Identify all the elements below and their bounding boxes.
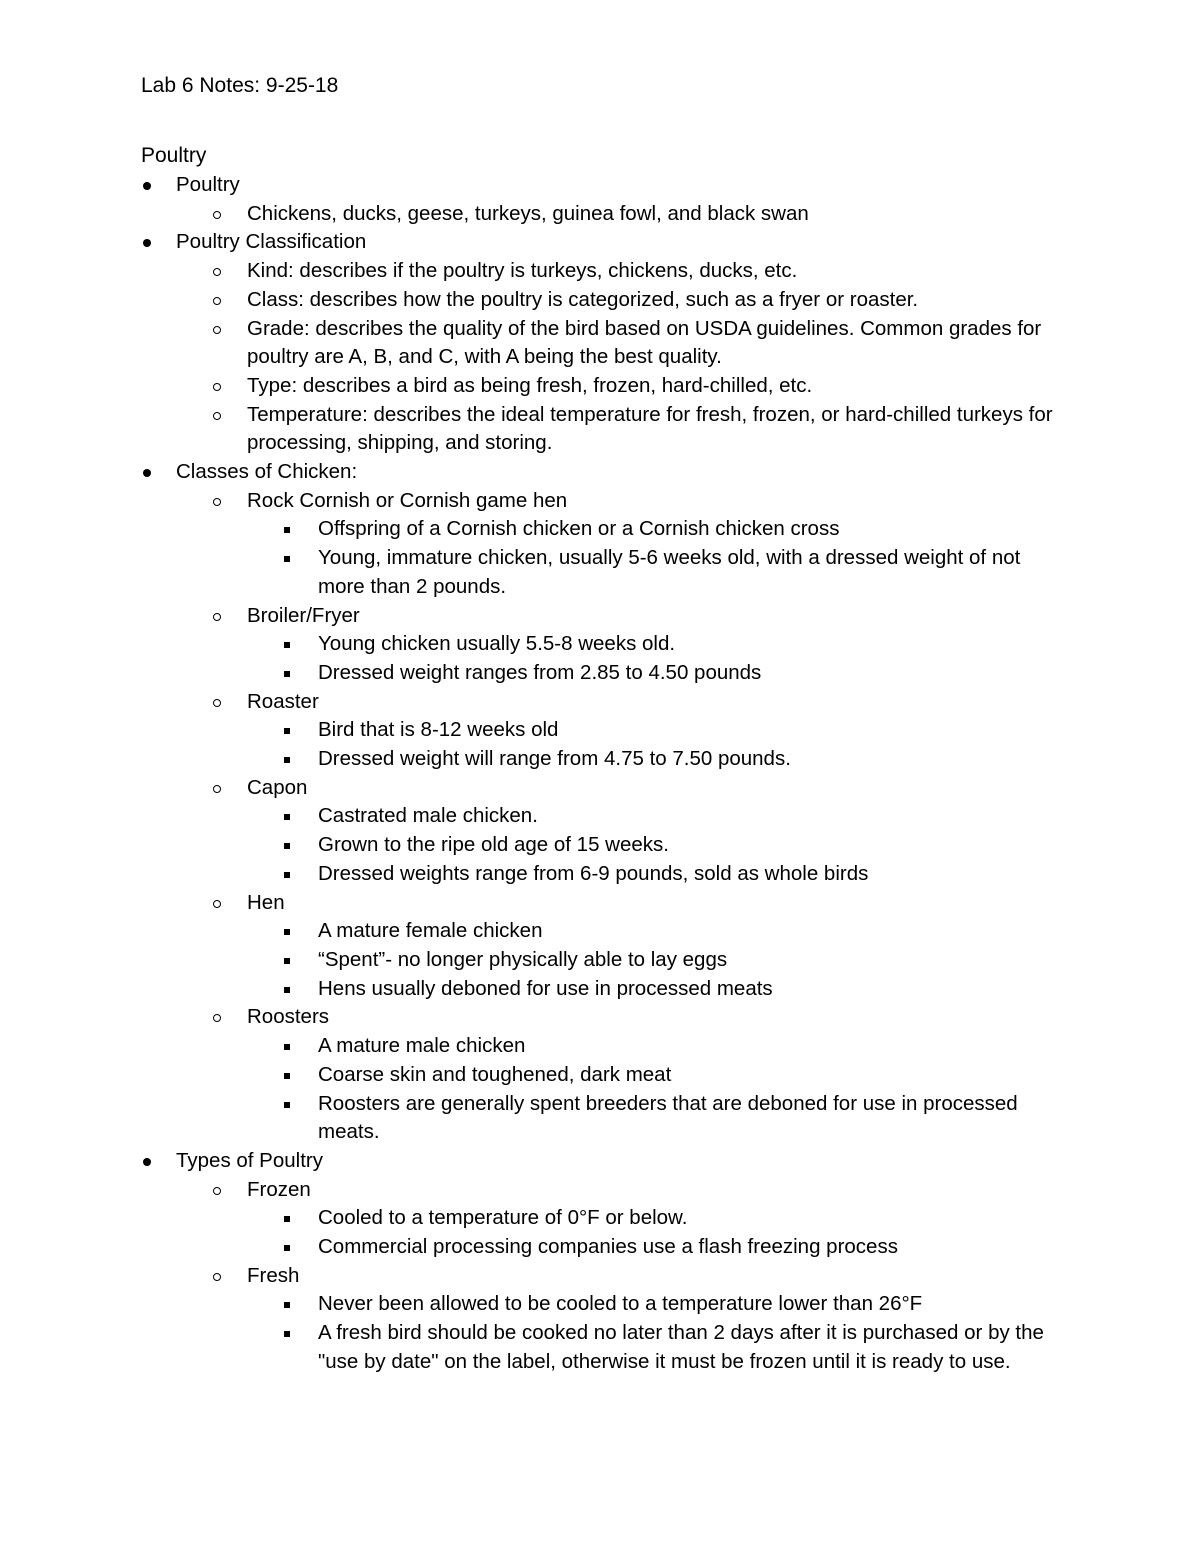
bullet-circle-icon	[213, 211, 221, 219]
outline-detail	[0, 659, 1200, 688]
bullet-square-icon	[284, 1331, 290, 1337]
outline-detail-text: Dressed weight will range from 4.75 to 7.50 pounds.	[318, 747, 791, 771]
outline-subitem	[0, 315, 1200, 372]
outline-detail	[0, 975, 1200, 1004]
outline-detail-text: Never been allowed to be cooled to a temperature lower than 26°F	[318, 1292, 923, 1316]
outline-detail-text: Bird that is 8-12 weeks old	[318, 718, 559, 742]
outline-subitem-text: Roosters	[247, 1005, 330, 1029]
bullet-circle-icon	[213, 699, 221, 707]
outline-subitem-text: Capon	[247, 775, 308, 799]
outline-subitem	[0, 774, 1200, 803]
outline-detail	[0, 1204, 1200, 1233]
outline-item	[0, 228, 1200, 257]
outline-detail-text: Young, immature chicken, usually 5-6 weeks old, with a dressed weight of not more than 2 pounds.	[318, 546, 1021, 598]
outline-subitem	[0, 487, 1200, 516]
outline-detail-text: Hens usually deboned for use in processed meats	[318, 976, 773, 1000]
outline-detail	[0, 745, 1200, 774]
outline-detail-text: Castrated male chicken.	[318, 804, 538, 828]
bullet-square-icon	[284, 814, 290, 820]
bullet-square-icon	[284, 671, 290, 677]
outline-detail-text: A fresh bird should be cooked no later than 2 days after it is purchased or by the "use by date" on the label, otherwise it must be frozen until it is ready to use.	[318, 1321, 1044, 1373]
outline-detail	[0, 802, 1200, 831]
bullet-circle-icon	[213, 1273, 221, 1281]
outline-detail	[0, 1032, 1200, 1061]
bullet-circle-icon	[213, 1187, 221, 1195]
outline-detail	[0, 917, 1200, 946]
outline-subitem	[0, 1003, 1200, 1032]
outline-item-text: Types of Poultry	[176, 1148, 323, 1172]
outline-detail	[0, 1233, 1200, 1262]
outline-subitem-text: Roaster	[247, 689, 319, 713]
outline-item	[0, 171, 1200, 200]
bullet-circle-icon	[213, 297, 221, 305]
outline-subitem	[0, 286, 1200, 315]
outline-detail	[0, 716, 1200, 745]
outline-detail-text: Young chicken usually 5.5-8 weeks old.	[318, 632, 676, 656]
outline-subitem	[0, 688, 1200, 717]
page-title: Lab 6 Notes: 9-25-18	[141, 74, 339, 97]
outline-subitem-text: Temperature: describes the ideal temperature for fresh, frozen, or hard-chilled turkeys for processing, shipping, and storing.	[247, 402, 1053, 455]
bullet-circle-icon	[213, 383, 221, 391]
bullet-disc-icon	[143, 182, 151, 190]
outline-detail-text: Coarse skin and toughened, dark meat	[318, 1062, 672, 1086]
outline-detail-text: Dressed weight ranges from 2.85 to 4.50 pounds	[318, 660, 762, 684]
outline-detail	[0, 630, 1200, 659]
outline-subitem	[0, 889, 1200, 918]
bullet-square-icon	[284, 872, 290, 878]
section-heading: Poultry	[141, 144, 207, 167]
outline-subitem-text: Type: describes a bird as being fresh, frozen, hard-chilled, etc.	[247, 373, 813, 397]
bullet-square-icon	[284, 1302, 290, 1308]
bullet-disc-icon	[143, 239, 151, 247]
bullet-circle-icon	[213, 326, 221, 334]
outline-detail	[0, 1061, 1200, 1090]
bullet-square-icon	[284, 728, 290, 734]
bullet-square-icon	[284, 987, 290, 993]
bullet-circle-icon	[213, 900, 221, 908]
outline-detail	[0, 946, 1200, 975]
outline-subitem-text: Chickens, ducks, geese, turkeys, guinea fowl, and black swan	[247, 201, 809, 225]
outline-item-text: Classes of Chicken:	[176, 460, 358, 484]
outline-subitem	[0, 372, 1200, 401]
outline-subitem-text: Frozen	[247, 1177, 311, 1201]
outline-detail-text: Commercial processing companies use a flash freezing process	[318, 1235, 898, 1259]
bullet-square-icon	[284, 929, 290, 935]
outline-subitem-text: Class: describes how the poultry is categorized, such as a fryer or roaster.	[247, 287, 919, 311]
outline-detail	[0, 1319, 1200, 1376]
outline-subitem	[0, 200, 1200, 229]
outline-subitem	[0, 602, 1200, 631]
outline-detail-text: “Spent”- no longer physically able to lay eggs	[318, 947, 728, 971]
outline-item-text: Poultry Classification	[176, 230, 367, 254]
outline-detail	[0, 1090, 1200, 1147]
bullet-circle-icon	[213, 412, 221, 420]
outline-subitem-text: Grade: describes the quality of the bird based on USDA guidelines. Common grades for poultry are A, B, and C, with A being the best quality.	[247, 316, 1042, 369]
bullet-circle-icon	[213, 498, 221, 506]
bullet-square-icon	[284, 1216, 290, 1222]
bullet-square-icon	[284, 642, 290, 648]
bullet-square-icon	[284, 843, 290, 849]
bullet-circle-icon	[213, 785, 221, 793]
outline-subitem-text: Broiler/Fryer	[247, 603, 360, 627]
outline-subitem-text: Fresh	[247, 1263, 300, 1287]
outline-detail-text: Roosters are generally spent breeders that are deboned for use in processed meats.	[318, 1091, 1018, 1144]
bullet-circle-icon	[213, 613, 221, 621]
outline-item-text: Poultry	[176, 173, 240, 196]
bullet-square-icon	[284, 757, 290, 763]
outline-subitem	[0, 257, 1200, 286]
bullet-square-icon	[284, 1245, 290, 1251]
bullet-disc-icon	[143, 469, 151, 477]
bullet-square-icon	[284, 527, 290, 533]
outline-detail	[0, 544, 1200, 601]
bullet-circle-icon	[213, 268, 221, 276]
outline-detail	[0, 1290, 1200, 1319]
outline-detail-text: Offspring of a Cornish chicken or a Cornish chicken cross	[318, 517, 840, 541]
outline-subitem	[0, 1262, 1200, 1291]
outline-subitem-text: Rock Cornish or Cornish game hen	[247, 488, 568, 512]
outline-detail	[0, 831, 1200, 860]
outline-detail-text: Dressed weights range from 6-9 pounds, sold as whole birds	[318, 861, 869, 885]
bullet-square-icon	[284, 556, 290, 562]
outline-item	[0, 458, 1200, 487]
bullet-circle-icon	[213, 1014, 221, 1022]
notes-outline	[0, 171, 1200, 1377]
bullet-square-icon	[284, 1073, 290, 1079]
outline-item	[0, 1147, 1200, 1176]
outline-detail-text: Cooled to a temperature of 0°F or below.	[318, 1206, 688, 1230]
bullet-square-icon	[284, 1102, 290, 1108]
outline-detail-text: A mature female chicken	[318, 919, 543, 943]
outline-detail	[0, 515, 1200, 544]
bullet-square-icon	[284, 1044, 290, 1050]
outline-detail-text: A mature male chicken	[318, 1034, 526, 1058]
bullet-square-icon	[284, 958, 290, 964]
outline-detail-text: Grown to the ripe old age of 15 weeks.	[318, 833, 669, 857]
outline-subitem	[0, 1176, 1200, 1205]
outline-detail	[0, 860, 1200, 889]
outline-subitem	[0, 401, 1200, 458]
outline-subitem-text: Kind: describes if the poultry is turkeys, chickens, ducks, etc.	[247, 259, 798, 283]
bullet-disc-icon	[143, 1158, 151, 1166]
outline-subitem-text: Hen	[247, 890, 285, 914]
